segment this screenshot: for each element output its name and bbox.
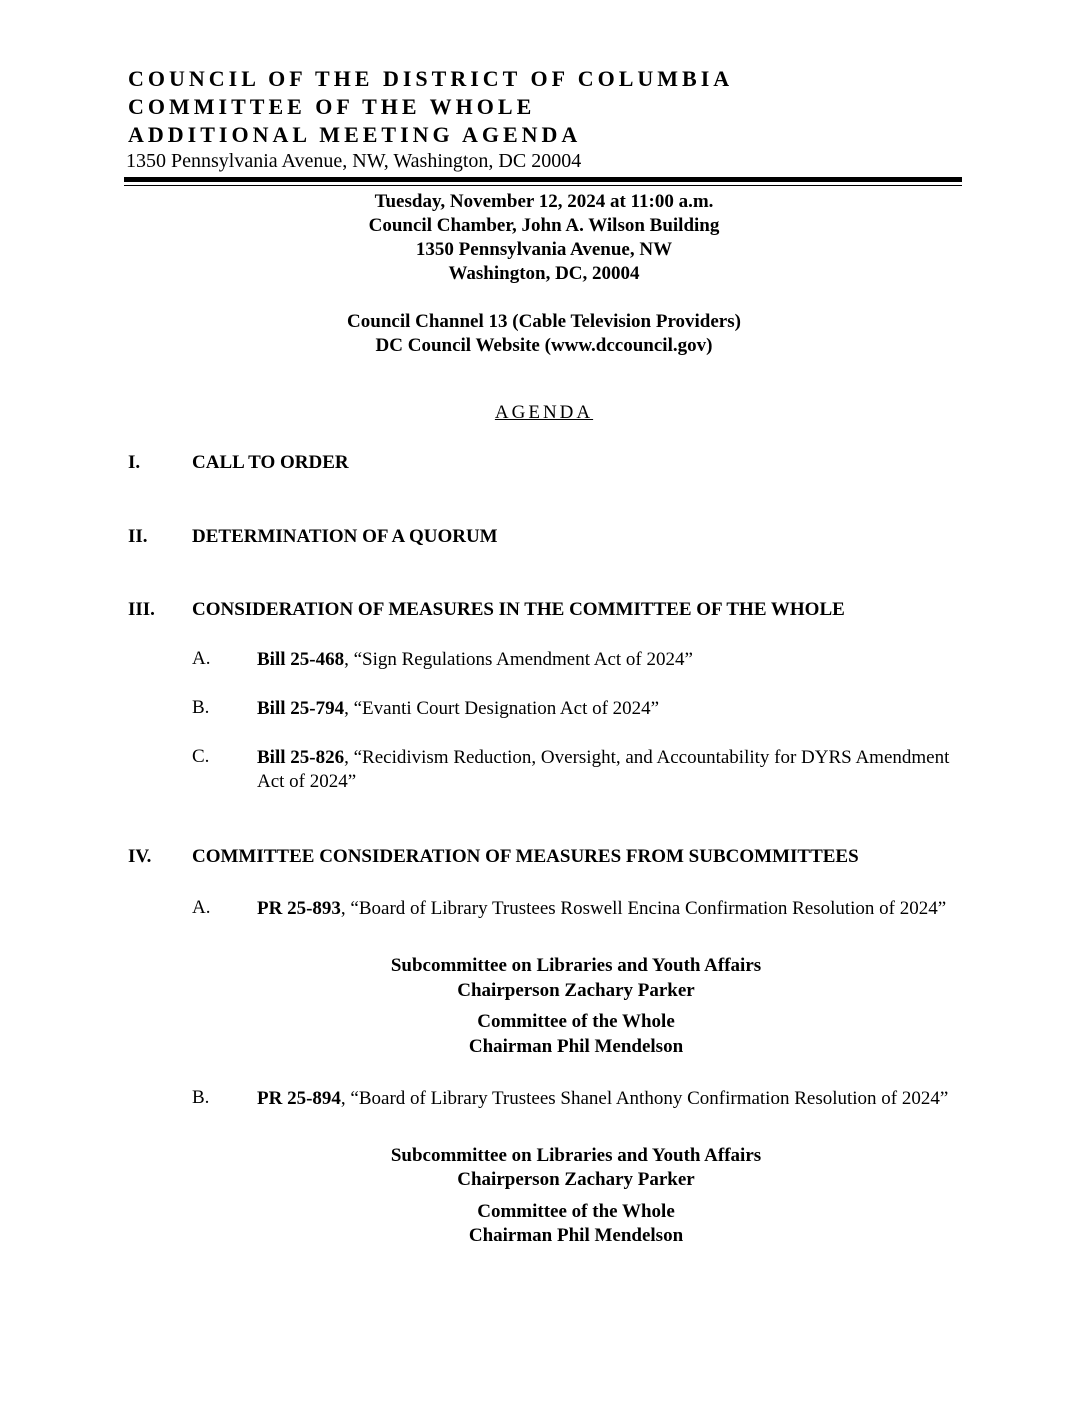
measure-title: , “Board of Library Trustees Roswell Encina Confirmation Resolution of 2024”: [340, 898, 947, 919]
subcommittee-name: Subcommittee on Libraries and Youth Affairs: [390, 1145, 762, 1166]
meeting-datetime: Tuesday, November 12, 2024 at 11:00 a.m.: [374, 191, 714, 212]
agenda-item: [257, 746, 963, 794]
section-title: CALL TO ORDER: [192, 452, 349, 473]
committee-name: COMMITTEE OF THE WHOLE: [128, 94, 536, 119]
subcommittee-name: Subcommittee on Libraries and Youth Affairs: [390, 955, 762, 976]
measure-id: Bill 25-794: [257, 698, 345, 719]
meeting-location: Council Chamber, John A. Wilson Building: [368, 215, 720, 236]
measure-id: Bill 25-468: [257, 649, 345, 670]
agenda-title: AGENDA: [494, 402, 594, 423]
subcommittee-chair: Chairperson Zachary Parker: [457, 1169, 695, 1190]
section-number: I.: [128, 452, 141, 473]
agenda-item: [257, 697, 963, 721]
measure-title: , “Board of Library Trustees Shanel Anthony Confirmation Resolution of 2024”: [340, 1088, 949, 1109]
meeting-street: 1350 Pennsylvania Avenue, NW: [415, 239, 673, 260]
agenda-item: [257, 648, 963, 672]
committee-name: Committee of the Whole: [477, 1201, 675, 1222]
item-letter: B.: [192, 697, 210, 718]
header-rule-thin: [124, 185, 962, 186]
measure-title: , “Sign Regulations Amendment Act of 2024”: [344, 649, 693, 670]
item-letter: A.: [192, 648, 211, 669]
measure-title: , “Recidivism Reduction, Oversight, and Accountability for DYRS Amendment Act of 2024”: [257, 747, 950, 792]
section-title: DETERMINATION OF A QUORUM: [192, 526, 498, 547]
committee-chair: Chairman Phil Mendelson: [468, 1225, 684, 1246]
agenda-item: [257, 897, 963, 921]
meeting-city: Washington, DC, 20004: [448, 263, 640, 284]
measure-id: PR 25-894: [257, 1088, 341, 1109]
measure-id: Bill 25-826: [257, 747, 345, 768]
item-letter: C.: [192, 746, 210, 767]
agenda-item: [257, 1087, 963, 1111]
committee-chair: Chairman Phil Mendelson: [468, 1036, 684, 1057]
item-letter: B.: [192, 1087, 210, 1108]
section-number: III.: [128, 599, 155, 620]
broadcast-website: DC Council Website (www.dccouncil.gov): [375, 335, 713, 356]
section-number: IV.: [128, 846, 152, 867]
broadcast-channel: Council Channel 13 (Cable Television Providers): [347, 311, 741, 332]
header-address: 1350 Pennsylvania Avenue, NW, Washington, DC 20004: [126, 150, 582, 172]
section-title: CONSIDERATION OF MEASURES IN THE COMMITTEE OF THE WHOLE: [192, 599, 845, 620]
document-type: ADDITIONAL MEETING AGENDA: [128, 122, 582, 147]
committee-name: Committee of the Whole: [477, 1011, 675, 1032]
section-number: II.: [128, 526, 148, 547]
measure-title: , “Evanti Court Designation Act of 2024”: [344, 698, 660, 719]
item-letter: A.: [192, 897, 211, 918]
measure-id: PR 25-893: [257, 898, 341, 919]
council-name: COUNCIL OF THE DISTRICT OF COLUMBIA: [128, 66, 734, 91]
section-title: COMMITTEE CONSIDERATION OF MEASURES FROM SUBCOMMITTEES: [192, 846, 859, 867]
header-rule-thick: [124, 177, 962, 182]
subcommittee-chair: Chairperson Zachary Parker: [457, 980, 695, 1001]
